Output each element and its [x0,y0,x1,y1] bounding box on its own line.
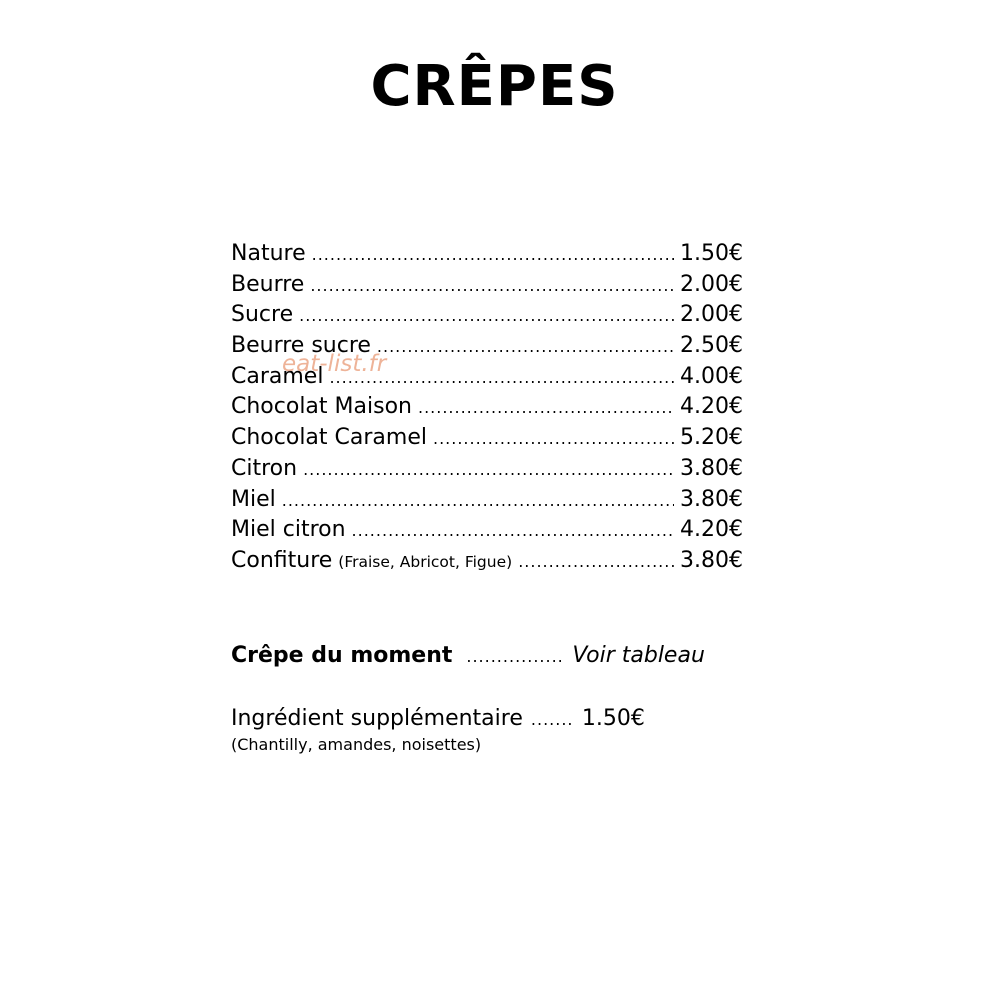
item-price: 4.20€ [680,394,743,420]
item-name: Nature [231,241,306,266]
menu-item [231,331,743,362]
item-name: Confiture [231,547,333,573]
item-note: (Fraise, Abricot, Figue) [338,552,513,571]
item-price: 3.80€ [680,547,743,573]
menu-item [231,239,743,270]
dot-leader [312,240,674,270]
special-price: Voir tableau [572,643,705,668]
item-price: 3.80€ [680,455,743,481]
item-name: Beurre sucre [231,333,371,359]
menu-item [231,392,743,423]
dot-leader [299,301,674,331]
extra-item [231,704,711,735]
dot-leader [466,642,564,672]
item-price: 2.50€ [680,333,743,359]
item-name: Miel citron [231,517,346,543]
extra-note: (Chantilly, amandes, noisettes) [231,735,482,754]
menu-title: CRÊPES [370,54,619,119]
watermark: eat-list.fr [282,351,387,377]
dot-leader [282,486,674,516]
extra-name: Ingrédient supplémentaire [231,706,523,731]
item-price: 4.00€ [680,363,743,389]
item-price: 5.20€ [680,425,743,451]
menu-item [231,362,743,393]
item-price: 4.20€ [680,517,743,543]
dot-leader [329,363,674,393]
dot-leader [518,547,674,577]
special-item [231,641,761,672]
dot-leader [377,332,674,362]
menu-item [231,515,743,546]
item-price: 2.00€ [680,302,743,328]
menu-item [231,454,743,485]
menu-item [231,546,743,577]
item-name: Beurre [231,271,305,297]
item-name: Chocolat Maison [231,394,412,420]
item-name: Citron [231,455,298,481]
crepe-price-list [231,239,743,577]
item-name: Chocolat Caramel [231,425,427,451]
special-name: Crêpe du moment [231,643,453,668]
item-price: 3.80€ [680,486,743,512]
item-name: Caramel [231,363,324,389]
item-name: Sucre [231,302,294,328]
item-price: 1.50€ [680,241,743,266]
menu-item [231,423,743,454]
menu-item [231,300,743,331]
dot-leader [303,455,674,485]
dot-leader [352,516,674,546]
dot-leader [433,424,674,454]
item-name: Miel [231,486,276,512]
extra-price: 1.50€ [581,706,645,731]
menu-item [231,270,743,301]
dot-leader [418,393,674,423]
dot-leader [310,271,674,301]
item-price: 2.00€ [680,271,743,297]
menu-item [231,485,743,516]
dot-leader [531,705,575,735]
